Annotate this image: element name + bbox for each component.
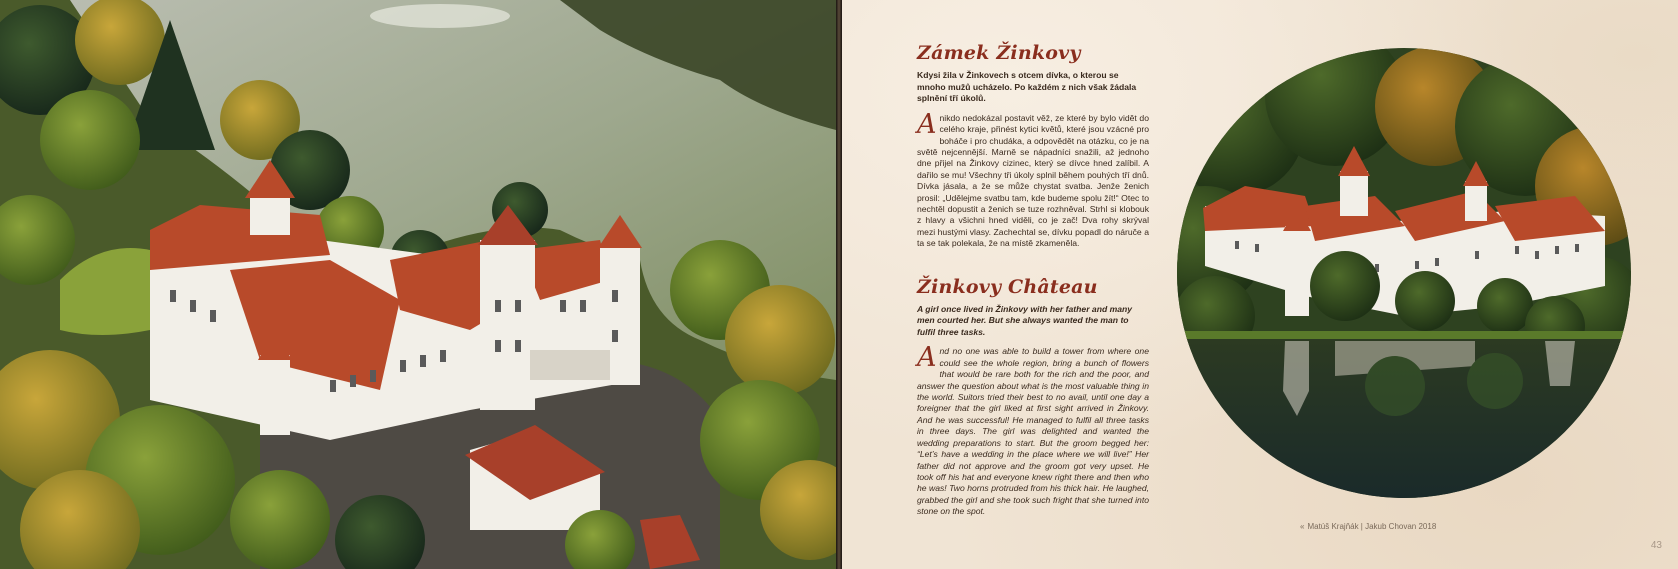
english-body-text: nd no one was able to build a tower from where one could see the whole region, bring a bunch of flowers that would be rare both for the rich and the poor, and answer the question about what is the most valuable thing in the world. Suitors tried their best to no avail, until one day a foreigner that the girl liked at first sight arrived in Žinkovy. And he was successful! He managed to fulfil all three tasks in three days. The girl was delighted and wanted the wedding preparations to start. But the groom begged her: “Let’s have a wedding in the place where we will live!” Her father did not approve and the groom got very upset. He took off his hat and everyone knew right there and then who he was! Two horns protruded from his thick hair. He laughed, grabbed the girl and she took such fright that she turned into stone on the spot. (917, 346, 1149, 517)
czech-dropcap: A (917, 108, 937, 140)
right-page (842, 0, 1678, 569)
english-dropcap: A (917, 342, 937, 374)
page-number: 43 (1650, 540, 1662, 551)
left-page-photo (0, 0, 836, 569)
castle-lake-reflection-photo (1175, 46, 1633, 500)
castle-aerial-photo (0, 0, 836, 569)
czech-lead: Kdysi žila v Žinkovech s otcem dívka, o kterou se mnoho mužů ucházelo. Po každém z nich však žádala splnění tří úkolů. (917, 70, 1137, 104)
english-lead: A girl once lived in Žinkovy with her father and many men courted her. But she always wanted the man to fulfil three tasks. (917, 303, 1133, 337)
czech-body-text: nikdo nedokázal postavit věž, ze které by bylo vidět do celého kraje, přinést kytici květů, které jsou vzácné pro boháče i pro chudáka, a odpovědět na otázku, co je na světě nejcennější. Marně se nápadníci snažili, až jednoho dne přijel na Žinkovy cizinec, který se dívce hned zalíbil. A dařilo se mu! Všechny tři úkoly splnil během pouhých tří dnů. Dívka jásala, a že se může chystat svatba. Jenže ženich prosil: „Udělejme svatbu tam, kde budeme spolu žít!“ Otec to nechtěl dopustit a ženich se tuze rozhněval. Strhl si klobouk z hlavy a všichni hned viděli, co je zač! Dva rohy skrýval mezi hustými vlasy. Zachechtal se, dívku popadl do náruče a ta se tak polekala, že na místě zkameněla. (917, 112, 1149, 249)
text-column (917, 42, 1149, 518)
credit-text: Matúš Krajňák | Jakub Chovan 2018 (1307, 522, 1437, 531)
english-body-paragraph (917, 342, 1149, 517)
circle-photo (1175, 46, 1633, 500)
photo-credit (1300, 522, 1436, 531)
credit-symbol: « (1300, 522, 1305, 531)
english-title: Žinkovy Château (917, 275, 1098, 298)
czech-body-paragraph (917, 108, 1149, 250)
czech-title: Zámek Žinkovy (917, 42, 1081, 64)
